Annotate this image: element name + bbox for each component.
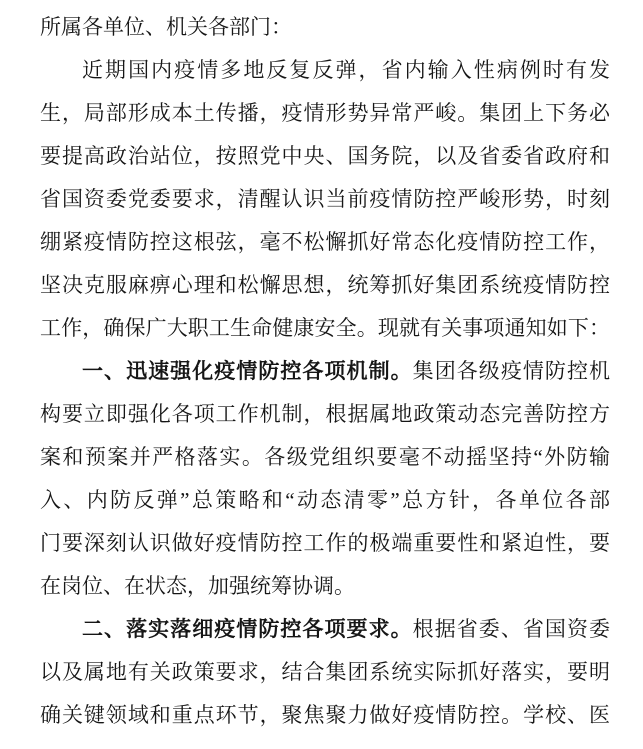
text-line xyxy=(40,436,610,479)
line-text: 案和预案并严格落实。各级党组织要毫不动摇坚持“外防输 xyxy=(40,445,610,469)
text-line xyxy=(40,92,610,135)
line-text: 省国资委党委要求，清醒认识当前疫情防控严峻形势，时刻 xyxy=(40,187,610,211)
text-line xyxy=(40,694,610,737)
text-line xyxy=(40,608,610,651)
text-line xyxy=(40,221,610,264)
line-text: 构要立即强化各项工作机制，根据属地政策动态完善防控方 xyxy=(40,402,610,426)
line-text: 所属各单位、机关各部门： xyxy=(40,15,292,39)
line-text: 在岗位、在状态，加强统筹协调。 xyxy=(40,574,355,598)
line-text: 以及属地有关政策要求，结合集团系统实际抓好落实，要明 xyxy=(40,660,610,684)
section-heading: 二、落实落细疫情防控各项要求。 xyxy=(82,618,413,641)
line-text: 生，局部形成本土传播，疫情形势异常严峻。集团上下务必 xyxy=(40,101,610,125)
text-line xyxy=(40,479,610,522)
text-line xyxy=(40,651,610,694)
text-line xyxy=(40,565,610,608)
text-line xyxy=(40,393,610,436)
text-line xyxy=(40,49,610,92)
text-line xyxy=(40,178,610,221)
line-text: 绷紧疫情防控这根弦，毫不松懈抓好常态化疫情防控工作， xyxy=(40,230,610,254)
notice-body-text xyxy=(40,6,610,737)
line-text: 入、内防反弹”总策略和“动态清零”总方针，各单位各部 xyxy=(40,488,610,512)
text-line xyxy=(40,350,610,393)
line-text: 门要深刻认识做好疫情防控工作的极端重要性和紧迫性，要 xyxy=(40,531,610,555)
text-line xyxy=(40,522,610,565)
line-text: 坚决克服麻痹心理和松懈思想，统筹抓好集团系统疫情防控 xyxy=(40,273,610,297)
text-line xyxy=(40,307,610,350)
section-heading: 一、迅速强化疫情防控各项机制。 xyxy=(82,360,413,383)
line-text: 要提高政治站位，按照党中央、国务院，以及省委省政府和 xyxy=(40,144,610,168)
line-text: 集团各级疫情防控机 xyxy=(412,359,610,383)
line-text: 确关键领域和重点环节，聚焦聚力做好疫情防控。学校、医 xyxy=(40,703,610,727)
text-line xyxy=(40,135,610,178)
line-text: 根据省委、省国资委 xyxy=(412,617,610,641)
text-line xyxy=(40,264,610,307)
line-text: 近期国内疫情多地反复反弹，省内输入性病例时有发 xyxy=(82,58,610,82)
text-line xyxy=(40,6,610,49)
line-text: 工作，确保广大职工生命健康安全。现就有关事项通知如下： xyxy=(40,316,610,340)
